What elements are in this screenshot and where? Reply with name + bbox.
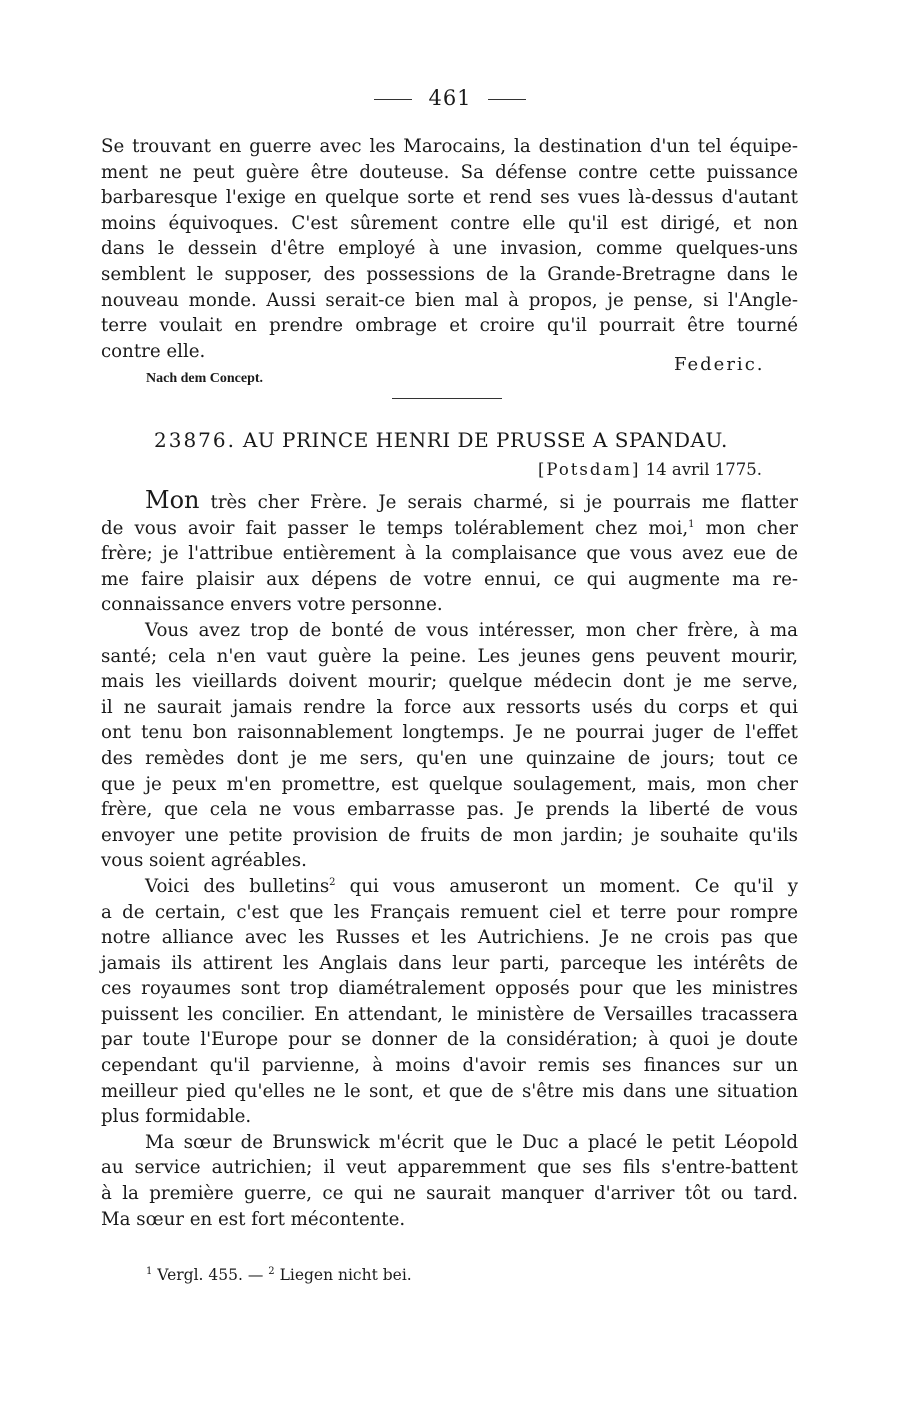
text-line: nouveau monde. Aussi serait-ce bien mal à propos, je pense, si l'Angle- — [101, 289, 798, 311]
text-line: connaissance envers votre personne. — [101, 594, 443, 616]
text-line: de vous avoir fait passer le temps tolérablement chez moi,$^1$ mon cher — [101, 517, 798, 539]
text-line: des remèdes dont je me sers, qu'en une quinzaine de jours; tout ce — [101, 747, 798, 769]
text-line: frère, que cela ne vous embarrasse pas. Je prends la liberté de vous — [101, 799, 798, 821]
text-line: Ma sœur de Brunswick m'écrit que le Duc a placé le petit Léopold — [145, 1131, 798, 1153]
footnote-ref: 2 — [329, 876, 336, 888]
footnote-text: Liegen nicht bei. — [274, 1266, 412, 1284]
text-line: terre voulait en prendre ombrage et croire qu'il pourrait être tourné — [101, 315, 798, 337]
text-line: par toute l'Europe pour se donner de la considération; à quoi je doute — [101, 1029, 798, 1051]
text-line: au service autrichien; il veut apparemment que ses fils s'entre-battent — [101, 1157, 798, 1179]
text-line: plus formidable. — [101, 1106, 252, 1128]
text-line: mais les vieillards doivent mourir; quelque médecin dont je me serve, — [101, 671, 798, 693]
text-line: à la première guerre, ce qui ne saurait manquer d'arriver tôt ou tard. — [101, 1183, 798, 1205]
text-line: me faire plaisir aux dépens de votre ennui, ce qui augmente ma re- — [101, 568, 798, 590]
source-note: Nach dem Concept. — [146, 371, 264, 386]
salutation-initial: Mon — [145, 486, 200, 514]
text-line: Voici des bulletins$^2$ qui vous amuseront un moment. Ce qu'il y — [145, 875, 798, 897]
text-line: il ne saurait jamais rendre la force aux ressorts usés du corps et qui — [101, 696, 798, 718]
text-line: ont tenu bon raisonnablement longtemps. Je ne pourrai juger de l'effet — [101, 722, 798, 744]
letter-dateline — [538, 460, 762, 479]
text-line: frère; je l'attribue entièrement à la complaisance que vous avez eue de — [101, 543, 798, 565]
footnotes — [146, 1266, 412, 1284]
text-line: meilleur pied qu'elles ne le sont, et que de s'être mis dans une situation — [101, 1080, 798, 1102]
text-line: barbaresque l'exige en quelque sorte et rend ses vues là-dessus d'autant — [101, 187, 798, 209]
text-line: Vous avez trop de bonté de vous intéresser, mon cher frère, à ma — [145, 619, 798, 641]
text-line: dans le dessein d'être employé à une invasion, comme quelques-uns — [101, 238, 798, 260]
text-line: notre alliance avec les Russes et les Autrichiens. Je ne crois pas que — [101, 927, 798, 949]
section-divider — [392, 398, 502, 399]
date: 14 avril 1775. — [645, 460, 762, 479]
letter-heading — [154, 428, 728, 452]
header-rule-left — [374, 99, 412, 100]
text-line: Se trouvant en guerre avec les Marocains, la destination d'un tel équipe- — [101, 136, 798, 157]
letter-body — [101, 488, 798, 1232]
text-line: santé; cela n'en vaut guère la peine. Les jeunes gens peuvent mourir, — [101, 645, 798, 667]
continuation-text — [101, 134, 798, 364]
text-line: semblent le supposer, des possessions de la Grande-Bretragne dans le — [101, 263, 798, 285]
text-line: moins équivoques. C'est sûrement contre elle qu'il est dirigé, et non — [101, 212, 798, 234]
letter-title: AU PRINCE HENRI DE PRUSSE A SPANDAU. — [242, 428, 728, 452]
text-line: Mon très cher Frère. Je serais charmé, si je pourrais me flatter — [145, 486, 798, 514]
text-line: Ma sœur en est fort mécontente. — [101, 1208, 406, 1230]
text-line: ment ne peut guère être douteuse. Sa défense contre cette puissance — [101, 161, 798, 183]
text-line: contre elle. — [101, 340, 206, 362]
header-rule-right — [488, 99, 526, 100]
page-number: 461 — [428, 86, 472, 110]
letter-number: 23876. — [154, 428, 236, 452]
text-line: puissent les concilier. En attendant, le ministère de Versailles tracassera — [101, 1003, 798, 1025]
footnote-ref: 1 — [688, 518, 695, 530]
text-line: que je peux m'en promettre, est quelque soulagement, mais, mon cher — [101, 773, 798, 795]
text-line: a de certain, c'est que les Français remuent ciel et terre pour rompre — [101, 901, 798, 923]
signature: Federic. — [674, 354, 765, 375]
text-line: envoyer une petite provision de fruits de mon jardin; je souhaite qu'ils — [101, 824, 798, 846]
text-line: cependant qu'il parvienne, à moins d'avoir remis ses finances sur un — [101, 1055, 798, 1077]
footnote-marker: 2 — [268, 1265, 275, 1277]
date-place: [Potsdam] — [538, 460, 641, 479]
text-line: vous soient agréables. — [101, 850, 307, 872]
footnote-marker: 1 — [146, 1265, 153, 1277]
text-line: jamais ils attirent les Anglais dans leur parti, parceque les intérêts de — [101, 952, 798, 974]
text-line: ces royaumes sont trop diamétralement opposés pour que les ministres — [101, 978, 798, 1000]
page-header — [0, 86, 900, 110]
footnote-text: Vergl. 455. — — [152, 1266, 269, 1284]
